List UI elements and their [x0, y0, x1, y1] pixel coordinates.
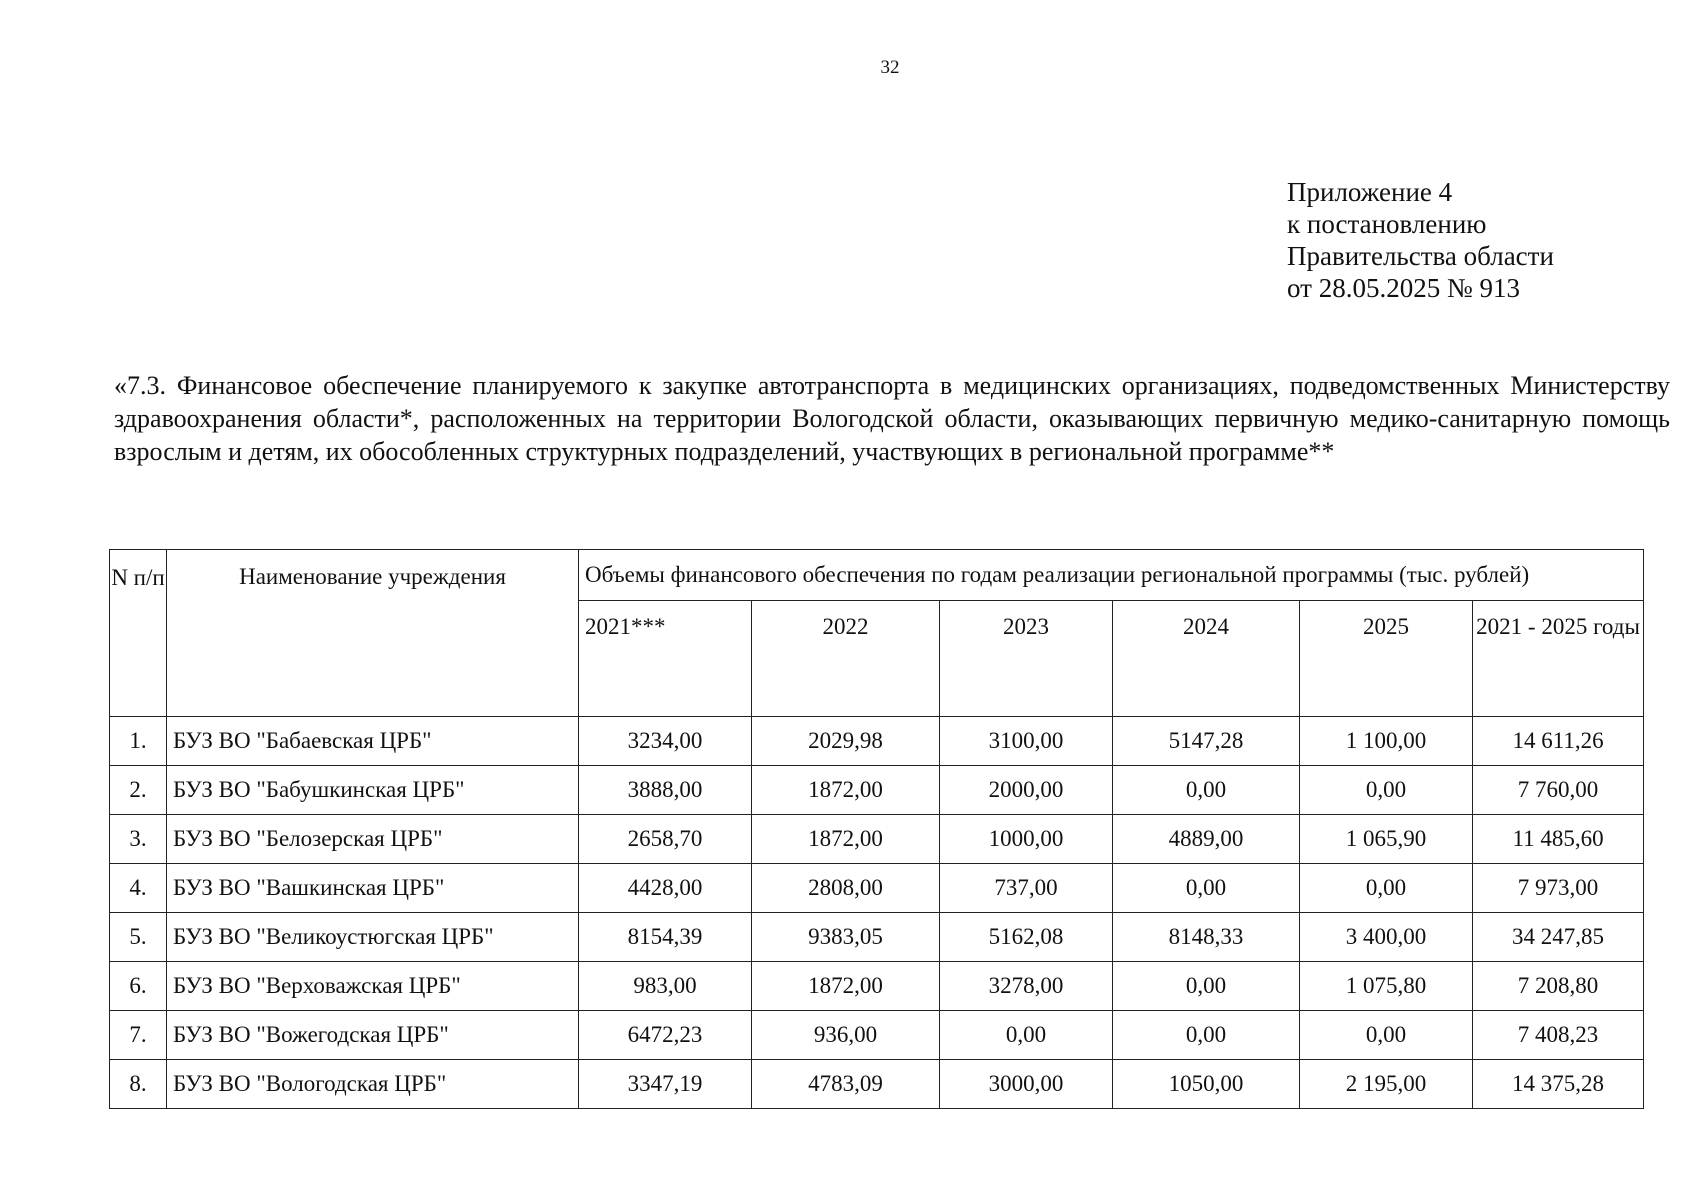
year-value: 1 100,00: [1300, 717, 1473, 766]
year-value: 1872,00: [752, 962, 940, 1011]
institution-name: БУЗ ВО "Белозерская ЦРБ": [167, 815, 579, 864]
header-year: 2023: [940, 601, 1113, 717]
year-value: 0,00: [1113, 1011, 1300, 1060]
header-year: 2022: [752, 601, 940, 717]
year-value: 1 065,90: [1300, 815, 1473, 864]
institution-name: БУЗ ВО "Бабаевская ЦРБ": [167, 717, 579, 766]
year-value: 3278,00: [940, 962, 1113, 1011]
appendix-block: [1287, 176, 1554, 304]
year-value: 4889,00: [1113, 815, 1300, 864]
year-value: 1000,00: [940, 815, 1113, 864]
total-value: 14 611,26: [1473, 717, 1644, 766]
institution-name: БУЗ ВО "Вожегодская ЦРБ": [167, 1011, 579, 1060]
row-number: 7.: [110, 1011, 167, 1060]
appendix-line-4: от 28.05.2025 № 913: [1287, 273, 1520, 303]
year-value: 1 075,80: [1300, 962, 1473, 1011]
header-year: 2024: [1113, 601, 1300, 717]
appendix-line-2: к постановлению: [1287, 209, 1487, 239]
year-value: 0,00: [1113, 864, 1300, 913]
year-value: 936,00: [752, 1011, 940, 1060]
table-body: [110, 717, 1644, 1109]
appendix-line-1: Приложение 4: [1287, 177, 1453, 207]
year-value: 9383,05: [752, 913, 940, 962]
year-value: 5147,28: [1113, 717, 1300, 766]
total-value: 7 973,00: [1473, 864, 1644, 913]
table-row: [110, 962, 1644, 1011]
year-value: 983,00: [579, 962, 752, 1011]
header-volumes: Объемы финансового обеспечения по годам реализации региональной программы (тыс. рублей): [579, 550, 1644, 601]
total-value: 7 760,00: [1473, 766, 1644, 815]
year-value: 0,00: [940, 1011, 1113, 1060]
year-value: 0,00: [1113, 962, 1300, 1011]
year-value: 2029,98: [752, 717, 940, 766]
year-value: 0,00: [1300, 1011, 1473, 1060]
total-value: 7 208,80: [1473, 962, 1644, 1011]
institution-name: БУЗ ВО "Бабушкинская ЦРБ": [167, 766, 579, 815]
row-number: 4.: [110, 864, 167, 913]
row-number: 5.: [110, 913, 167, 962]
row-number: 8.: [110, 1060, 167, 1109]
year-value: 6472,23: [579, 1011, 752, 1060]
financing-table: [109, 549, 1644, 1109]
table-row: [110, 766, 1644, 815]
year-value: 0,00: [1113, 766, 1300, 815]
header-institution-name: Наименование учреждения: [167, 550, 579, 717]
header-num: N п/п: [110, 550, 167, 717]
year-value: 8154,39: [579, 913, 752, 962]
institution-name: БУЗ ВО "Вологодская ЦРБ": [167, 1060, 579, 1109]
year-value: 2808,00: [752, 864, 940, 913]
header-year: 2021***: [579, 601, 752, 717]
total-value: 14 375,28: [1473, 1060, 1644, 1109]
page-number: 32: [880, 57, 900, 78]
year-value: 0,00: [1300, 766, 1473, 815]
row-number: 6.: [110, 962, 167, 1011]
total-value: 7 408,23: [1473, 1011, 1644, 1060]
total-value: 11 485,60: [1473, 815, 1644, 864]
row-number: 1.: [110, 717, 167, 766]
institution-name: БУЗ ВО "Вашкинская ЦРБ": [167, 864, 579, 913]
year-value: 3 400,00: [1300, 913, 1473, 962]
year-value: 737,00: [940, 864, 1113, 913]
total-value: 34 247,85: [1473, 913, 1644, 962]
header-year-total: 2021 - 2025 годы: [1473, 601, 1644, 717]
year-value: 4783,09: [752, 1060, 940, 1109]
year-value: 0,00: [1300, 864, 1473, 913]
table-row: [110, 1011, 1644, 1060]
year-value: 2000,00: [940, 766, 1113, 815]
table-row: [110, 1060, 1644, 1109]
year-value: 1872,00: [752, 815, 940, 864]
year-value: 3347,19: [579, 1060, 752, 1109]
section-heading: «7.3. Финансовое обеспечение планируемого к закупке автотранспорта в медицинских организациях, подведомственных Министерству здравоохранения области*, расположенных на территории Вологодской области, оказывающих первичную медико-санитарную помощь взрослым и детям, их обособленных структурных подразделений, участвующих в региональной программе**: [114, 371, 1670, 466]
year-value: 3100,00: [940, 717, 1113, 766]
row-number: 2.: [110, 766, 167, 815]
table-row: [110, 717, 1644, 766]
year-value: 2658,70: [579, 815, 752, 864]
institution-name: БУЗ ВО "Верховажская ЦРБ": [167, 962, 579, 1011]
table-row: [110, 913, 1644, 962]
year-value: 3000,00: [940, 1060, 1113, 1109]
year-value: 4428,00: [579, 864, 752, 913]
year-value: 1050,00: [1113, 1060, 1300, 1109]
year-value: 1872,00: [752, 766, 940, 815]
year-value: 8148,33: [1113, 913, 1300, 962]
header-year: 2025: [1300, 601, 1473, 717]
year-value: 2 195,00: [1300, 1060, 1473, 1109]
table-row: [110, 864, 1644, 913]
year-value: 3888,00: [579, 766, 752, 815]
institution-name: БУЗ ВО "Великоустюгская ЦРБ": [167, 913, 579, 962]
row-number: 3.: [110, 815, 167, 864]
table-row: [110, 815, 1644, 864]
year-value: 3234,00: [579, 717, 752, 766]
appendix-line-3: Правительства области: [1287, 241, 1554, 271]
year-value: 5162,08: [940, 913, 1113, 962]
